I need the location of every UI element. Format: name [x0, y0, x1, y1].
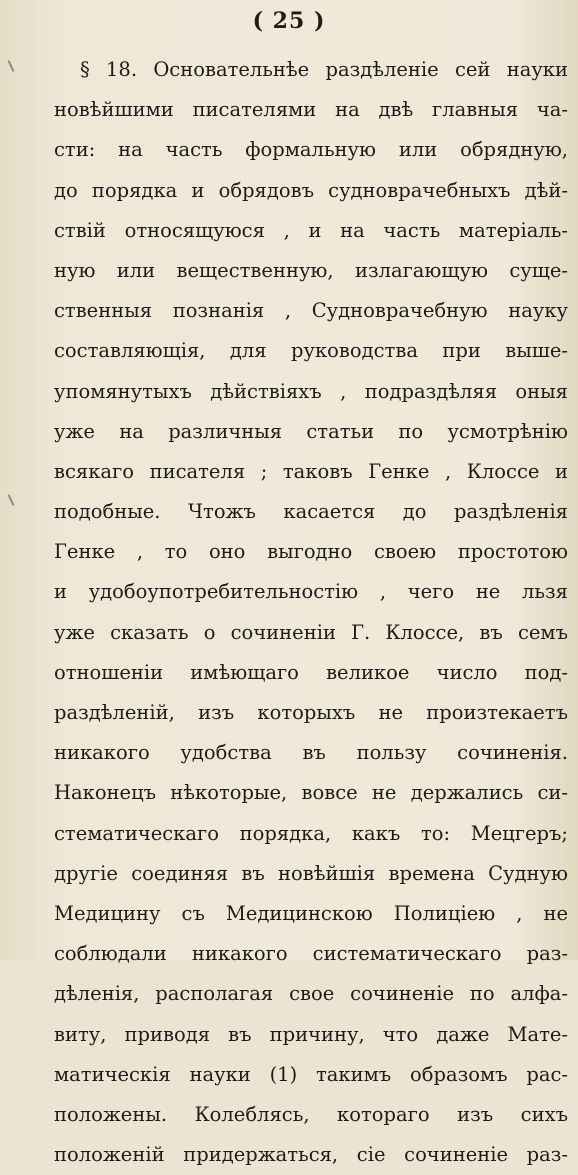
text-line: до порядка и обрядовъ судноврачебныхъ дѣй- — [54, 178, 568, 202]
page-number: ( 25 ) — [252, 8, 326, 34]
text-line: положены. Колеблясь, котораго изъ сихъ — [54, 1102, 568, 1126]
text-line: ствій относящуюся , и на часть матеріаль- — [54, 218, 568, 242]
text-line: и удобоупотребительностію , чего не льзя — [54, 580, 568, 604]
margin-mark — [8, 494, 15, 506]
text-line: § 18. Основательнѣе раздѣленіе сей науки — [80, 58, 568, 81]
text-line: никакого удобства въ пользу сочиненія. — [54, 741, 568, 765]
text-line: Наконецъ нѣкоторые, вовсе не держались си- — [54, 781, 568, 805]
text-line: упомянутыхъ дѣйствіяхъ , подраздѣляя оныя — [54, 379, 568, 403]
text-line: стематическаго порядка, какъ то: Мецгеръ; — [54, 821, 568, 845]
text-line: сти: на часть формальную или обрядную, — [54, 138, 568, 162]
text-line: новѣйшими писателями на двѣ главныя ча- — [54, 98, 568, 122]
text-line: виту, приводя въ причину, что даже Мате- — [54, 1022, 568, 1046]
text-line: подобные. Чтожъ касается до раздѣленія — [54, 500, 568, 524]
text-line: Генке , то оно выгодно своею простотою — [54, 540, 568, 564]
text-line: ственныя познанія , Судноврачебную науку — [54, 299, 568, 323]
text-line: уже на различныя статьи по усмотрѣнію — [54, 419, 568, 443]
text-line: соблюдали никакого систематическаго раз- — [54, 942, 568, 966]
margin-mark — [8, 60, 15, 72]
text-line: раздѣленій, изъ которыхъ не произтекаетъ — [54, 701, 568, 724]
text-line: Медицину съ Медицинскою Полиціею , не — [54, 901, 568, 925]
text-line: ную или вещественную, излагающую суще- — [54, 258, 568, 282]
text-line: другіе соединяя въ новѣйшія времена Судную — [54, 861, 568, 885]
text-line: дѣленія, располагая свое сочиненіе по алфа- — [54, 982, 568, 1006]
text-line: матическія науки (1) такимъ образомъ рас- — [54, 1062, 568, 1086]
text-line: положеній придержаться, сіе сочиненіе раз- — [54, 1143, 568, 1167]
paragraph-section-18 — [54, 50, 568, 1175]
text-line: уже сказать о сочиненіи Г. Клоссе, въ семъ — [54, 620, 568, 644]
text-line: отношеніи имѣющаго великое число под- — [54, 660, 568, 684]
text-line: составляющія, для руководства при выше- — [54, 339, 568, 363]
text-line: всякаго писателя ; таковъ Генке , Клоссе и — [54, 459, 568, 483]
